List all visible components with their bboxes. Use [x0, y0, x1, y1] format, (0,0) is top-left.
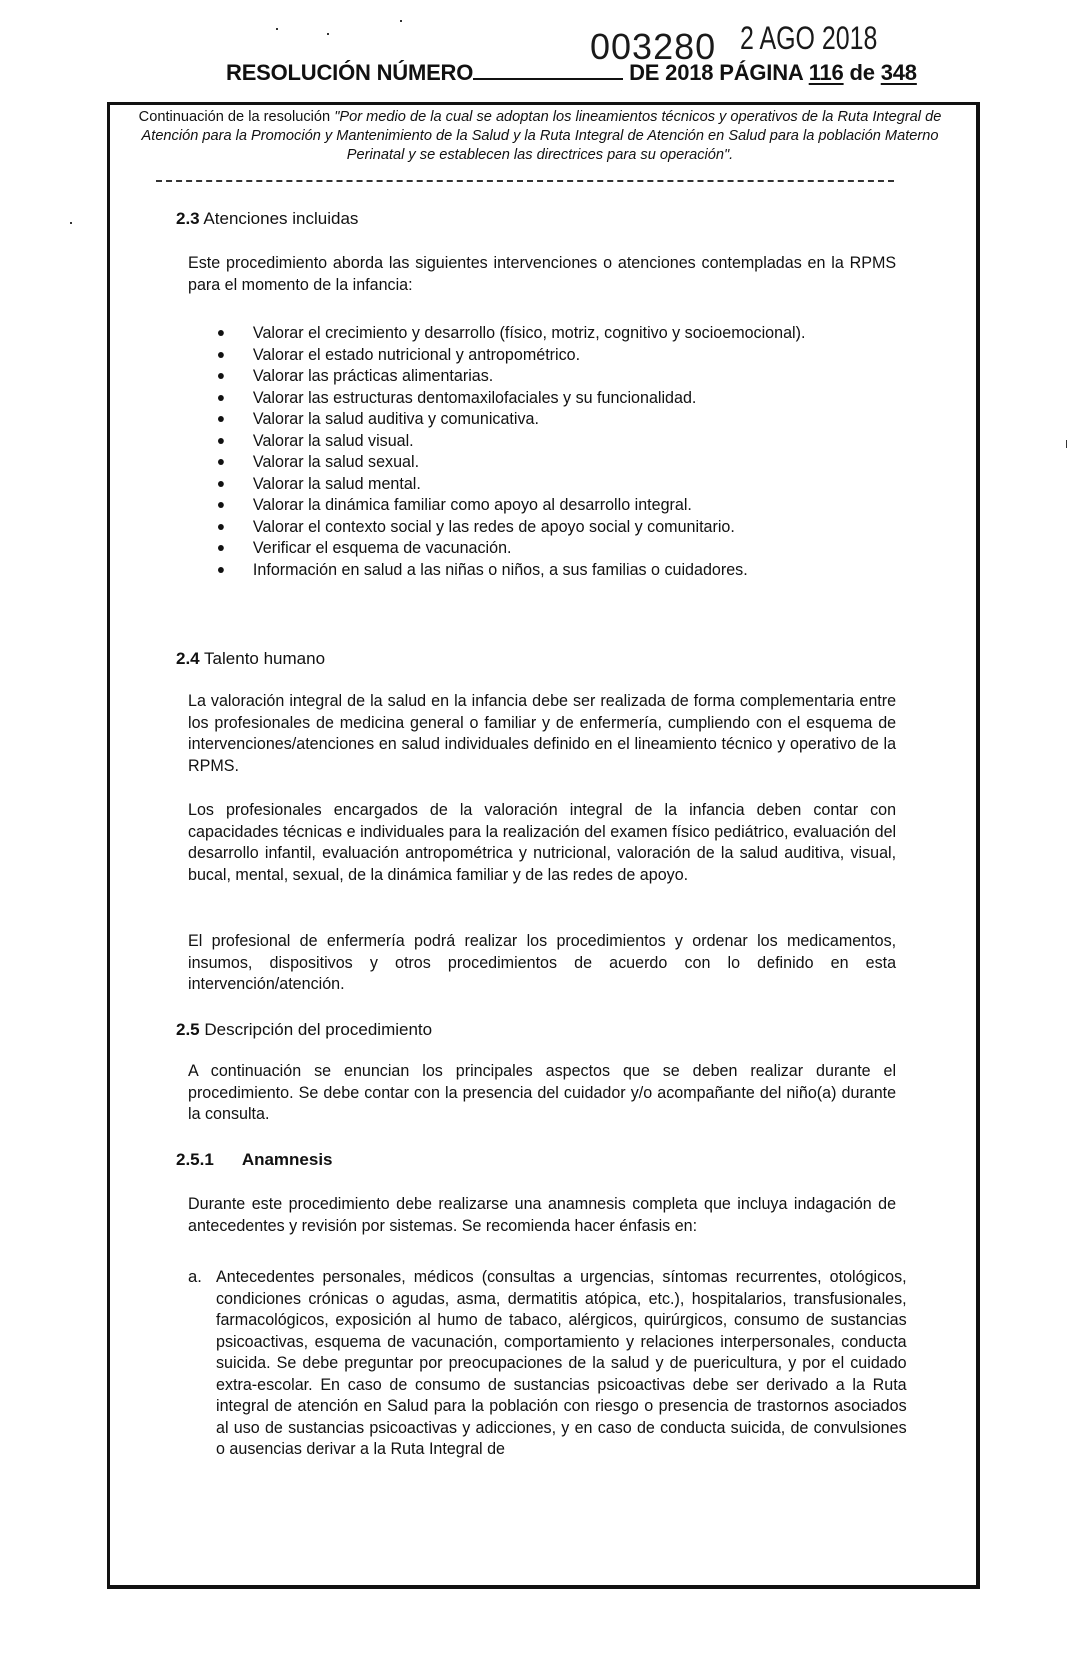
- bullet-icon: [218, 330, 224, 336]
- bullet-icon: [218, 545, 224, 551]
- bullet-icon: [218, 416, 224, 422]
- atenciones-list: [218, 322, 916, 580]
- section-title: Atenciones incluidas: [199, 209, 359, 228]
- list-item: Valorar el estado nutricional y antropométrico.: [218, 344, 916, 366]
- list-item: Valorar la salud mental.: [218, 473, 916, 495]
- list-item: Valorar el contexto social y las redes de apoyo social y comunitario.: [218, 516, 916, 538]
- section-2-4-paragraph-2: Los profesionales encargados de la valoración integral de la infancia deben contar con capacidades técnicas e individuales para la realización del examen físico pediátrico, evaluación del desarrollo infantil, evaluación antropométrica y nutricional, valoración de la salud auditiva, visual, bucal, mental, sexual, de la dinámica familiar y de las redes de apoyo.: [188, 800, 897, 884]
- section-number: 2.5: [176, 1020, 200, 1039]
- list-item: Valorar la salud visual.: [218, 430, 916, 452]
- resolution-label: RESOLUCIÓN NÚMERO: [226, 60, 474, 85]
- dashed-divider: [156, 180, 894, 182]
- stamp-date: 2 AGO 2018: [740, 20, 878, 56]
- scan-speck: [276, 28, 278, 30]
- list-item: Valorar las estructuras dentomaxilofaciales y su funcionalidad.: [218, 387, 916, 409]
- section-2-4-paragraph-1: La valoración integral de la salud en la infancia debe ser realizada de forma complementaria entre los profesionales de medicina general o familiar y de enfermería, cumpliendo con el esquema de intervenciones/atenciones en salud individuales definido en el lineamiento técnico y operativo de la RPMS.: [188, 691, 897, 775]
- resolution-year: DE 2018: [629, 60, 714, 85]
- bullet-icon: [218, 524, 224, 530]
- scan-speck: [1066, 440, 1067, 448]
- bullet-icon: [218, 502, 224, 508]
- continuation-caption: [120, 108, 960, 165]
- page-of: de: [849, 60, 875, 85]
- list-marker: a.: [188, 1267, 202, 1286]
- stamp-number: 003280: [590, 26, 717, 67]
- section-title: Anamnesis: [241, 1150, 333, 1169]
- section-heading-2-3: [176, 209, 358, 229]
- resolution-number-blank: [473, 60, 623, 80]
- page-label: PÁGINA: [719, 60, 803, 85]
- bullet-icon: [218, 459, 224, 465]
- list-item: Valorar la salud auditiva y comunicativa.: [218, 408, 916, 430]
- bullet-icon: [218, 438, 224, 444]
- resolution-header: [226, 60, 917, 86]
- section-2-5-1-paragraph: Durante este procedimiento debe realizarse una anamnesis completa que incluya indagación de antecedentes y revisión por sistemas. Se recomienda hacer énfasis en:: [188, 1194, 897, 1235]
- bullet-icon: [218, 395, 224, 401]
- section-number: 2.4: [176, 649, 200, 668]
- list-item: Verificar el esquema de vacunación.: [218, 537, 916, 559]
- list-item: Valorar la salud sexual.: [218, 451, 916, 473]
- section-2-4-paragraph-3: El profesional de enfermería podrá realizar los procedimientos y ordenar los medicamentos, insumos, dispositivos y otros procedimientos de acuerdo con lo definido en esta intervención/atención.: [188, 931, 897, 993]
- section-heading-2-5-1: [176, 1150, 333, 1170]
- anamnesis-list-item-a: [188, 1266, 918, 1460]
- list-item: Valorar las prácticas alimentarias.: [218, 365, 916, 387]
- list-item: Valorar la dinámica familiar como apoyo al desarrollo integral.: [218, 494, 916, 516]
- section-2-5-paragraph: A continuación se enuncian los principales aspectos que se deben realizar durante el procedimiento. Se debe contar con la presencia del cuidador y/o acompañante del niño(a) durante la consulta.: [188, 1061, 897, 1123]
- page-current: 116: [808, 60, 844, 85]
- scan-speck: [327, 33, 329, 35]
- continuation-lead: Continuación de la resolución: [138, 109, 335, 125]
- continuation-title: "Por medio de la cual se adoptan los lineamientos técnicos y operativos de la Ruta Integral de Atención para la Promoción y Mantenimiento de la Salud y la Ruta Integral de Atención en Salud para la población Materno Perinatal y se establecen las directrices para su operación".: [141, 109, 942, 163]
- list-item-text: Antecedentes personales, médicos (consultas a urgencias, síntomas recurrentes, otológicos, condiciones crónicas o agudas, asma, dermatitis atópica, etc.), hospitalarios, transfusionales, farmacológicos, exposición al humo de tabaco, alérgicos, quirúrgicos, consumo de sustancias psicoactivas, esquema de vacunación, comportamiento y relaciones interpersonales, conducta suicida. Se debe preguntar por preocupaciones de la salud y de puericultura, y por el cuidado extra-escolar. En caso de consumo de sustancias psicoactivas debe ser derivado a la Ruta integral de atención en Salud para la población con riesgo o presencia de trastornos asociados al uso de sustancias psicoactivas y adicciones, y en caso de conducta suicida, de convulsiones o ausencias derivar a la Ruta Integral de: [216, 1267, 907, 1458]
- section-title: Descripción del procedimiento: [199, 1020, 433, 1039]
- scan-speck: [400, 20, 402, 22]
- bullet-icon: [218, 352, 224, 358]
- section-2-3-intro: Este procedimiento aborda las siguientes intervenciones o atenciones contempladas en la RPMS para el momento de la infancia:: [188, 253, 897, 294]
- section-number: 2.5.1: [176, 1150, 214, 1169]
- scan-speck: [70, 222, 72, 224]
- bullet-icon: [218, 481, 224, 487]
- section-number: 2.3: [176, 209, 200, 228]
- bullet-icon: [218, 567, 224, 573]
- section-title: Talento humano: [199, 649, 326, 668]
- page-total: 348: [880, 60, 917, 85]
- section-heading-2-4: [176, 649, 325, 669]
- section-heading-2-5: [176, 1020, 432, 1040]
- list-item: Valorar el crecimiento y desarrollo (físico, motriz, cognitivo y socioemocional).: [218, 322, 916, 344]
- bullet-icon: [218, 373, 224, 379]
- list-item: Información en salud a las niñas o niños, a sus familias o cuidadores.: [218, 559, 916, 581]
